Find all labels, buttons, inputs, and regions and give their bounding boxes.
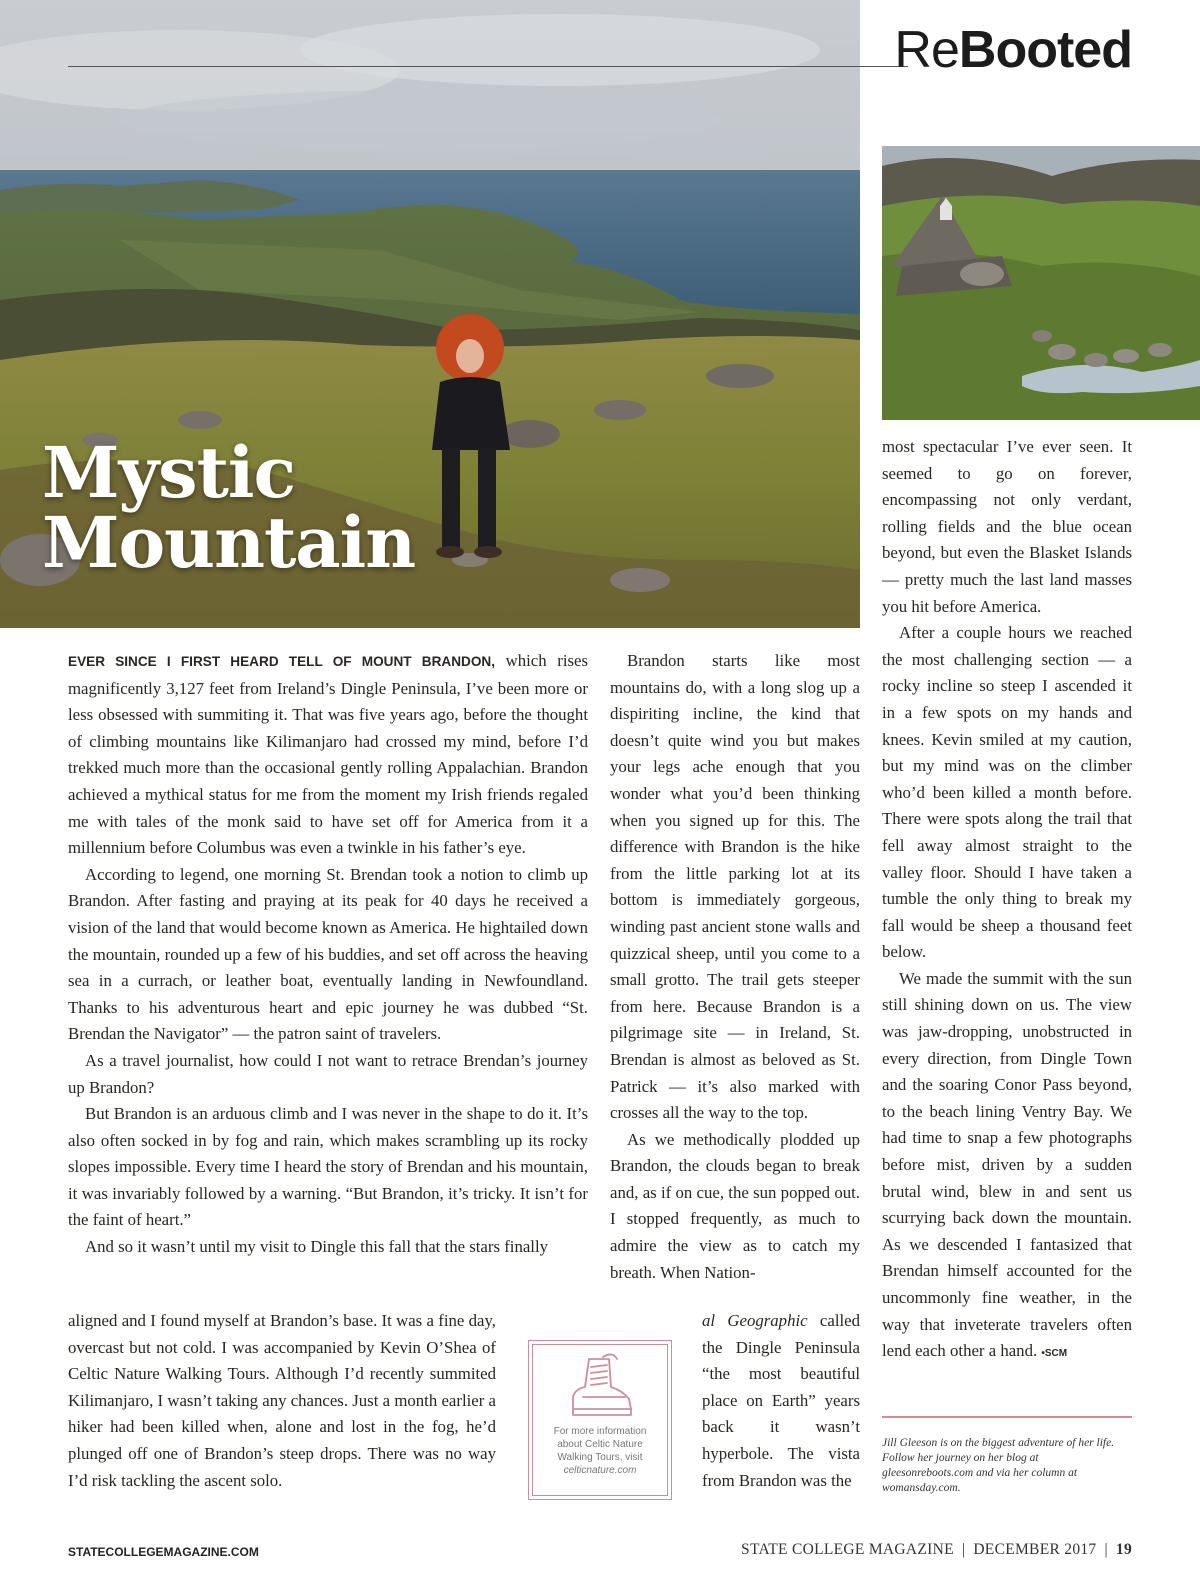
paragraph-8: After a couple hours we reached the most challenging section — a rocky incline so steep I ascended it in a few spots on my hands and knees. Kevin smiled at my caution, but my mind was on the climber who’d been killed a month before. There were spots along the trail that fell away almost straight to the valley floor. Should I have taken a tumble the only thing to break my fall would be sheep a thousand feet below. [882,623,1132,962]
column-1 [68,648,588,1261]
column-2-continued [702,1308,860,1494]
end-mark: •SCM [1041,1348,1068,1360]
footer-issue: DECEMBER 2017 [973,1541,1097,1558]
column-3 [882,434,1132,1368]
lead-in: EVER SINCE I FIRST HEARD TELL OF MOUNT BRANDON, [68,654,496,669]
author-bio: Jill Gleeson is on the biggest adventure of her life. Follow her journey on her blog at gleesonreboots.com and via her column at womansday.com. [882,1437,1115,1494]
paragraph-7-start: As we methodically plodded up Brandon, the clouds began to break and, as if on cue, the sun popped out. I stopped frequently, as much to admire the view as to catch my breath. When Nation- [610,1129,860,1282]
article-title [42,431,416,584]
paragraph-7-continued [702,1308,860,1494]
brand-bold: Booted [958,21,1132,79]
column-2 [610,648,860,1286]
sidebar-info [533,1425,667,1477]
hiking-boot-icon [565,1353,635,1421]
paragraph-2: According to legend, one morning St. Brendan took a notion to climb up Brandon. After fasting and praying at its peak for 40 days he received a vision of the land that would become known as America. He hightailed down the mountain, rounded up a few of his buddies, and set off across the heaving sea in a currach, or leather boat, eventually landing in Newfoundland. Thanks to his adventurous heart and epic journey he was dubbed “St. Brendan the Navigator” — the patron saint of travelers. [68,864,588,1044]
page-number: 19 [1115,1541,1132,1558]
paragraph-7-end: most spectacular I’ve ever seen. It seemed to go on forever, encompassing not only verdant, rolling fields and the blue ocean beyond, but even the Blasket Islands — pretty much the last land masses you hit before America. [882,437,1132,616]
title-line-2: Mountain [42,501,416,584]
sidebar-info-text: For more information about Celtic Nature Walking Tours, visit [553,1426,647,1463]
footer-site[interactable]: STATECOLLEGEMAGAZINE.COM [68,1545,259,1559]
brand-light: Re [894,21,959,79]
column-1-continued [68,1308,496,1494]
paragraph-4: But Brandon is an arduous climb and I was never in the shape to do it. It’s also often socked in by fog and rain, which makes scrambling up its rocky slopes impossible. Every time I heard the story of Brendan and his mountain, it was invariably followed by a warning. “But Brandon, it’s tricky. It isn’t for the faint of heart.” [68,1104,588,1230]
publication-name: al Geographic [702,1311,808,1330]
paragraph-5-start: And so it wasn’t until my visit to Dingle this fall that the stars finally [85,1237,549,1257]
header-rule [68,66,908,67]
footer-separator: | [961,1541,966,1558]
footer-folio [741,1541,1132,1559]
title-line-1: Mystic [42,431,296,514]
paragraph-6: Brandon starts like most mountains do, with a long slog up a dispiriting incline, the kind that doesn’t quite wind you but makes your legs ache enough that you wonder what you’d been thinking when you signed up for this. The difference with Brandon is the hike from the little parking lot at its bottom is immediately gorgeous, winding past ancient stone walls and quizzical sheep, until you come to a small grotto. The trail gets steeper from here. Because Brandon is a pilgrimage site — in Ireland, St. Brendan is almost as beloved as St. Patrick — it’s also marked with crosses all the way to the top. [610,651,860,1123]
section-brand [894,20,1132,80]
bio-divider [882,1416,1132,1418]
grotto-landscape [882,146,1200,420]
paragraph-9-text: We made the summit with the sun still shining down on us. The view was jaw-dropping, unobstructed in every direction, from Dingle Town and the soaring Conor Pass beyond, to the beach lining Ventry Bay. We had time to snap a few photographs before mist, driven by a sudden brutal wind, blew in and sent us scurrying back down the mountain. As we descended I fantasized that Brendan himself accounted for the uncommonly fine weather, in the way that inveterate travelers often lend each other a hand. [882,968,1132,1361]
footer-separator-2: | [1104,1541,1108,1558]
paragraph-3: As a travel journalist, how could I not want to retrace Brendan’s journey up Brandon? [68,1050,588,1097]
side-photo [882,146,1200,420]
footer-magazine: STATE COLLEGE MAGAZINE [741,1541,954,1558]
paragraph-7-continued-text: called the Dingle Peninsula “the most beautiful place on Earth” years back it wasn’t hyperbole. The vista from Brandon was the [702,1311,860,1490]
paragraph-1 [68,648,588,862]
info-sidebar [532,1344,668,1496]
sidebar-url[interactable]: celticnature.com [563,1465,637,1476]
paragraph-5-continued: aligned and I found myself at Brandon’s base. It was a fine day, overcast but not cold. I was accompanied by Kevin O’Shea of Celtic Nature Walking Tours. Although I’d recently summited Kilimanjaro, I wasn’t taking any chances. Just a month earlier a hiker had been killed when, alone and lost in the fog, he’d plunged off one of Brandon’s steep drops. There was no way I’d risk tackling the ascent solo. [68,1311,496,1490]
paragraph-1-text: which rises magnificently 3,127 feet from Ireland’s Dingle Peninsula, I’ve been more or less obsessed with summiting it. That was five years ago, before the thought of climbing mountains like Kilimanjaro had crossed my mind, before I’d trekked much more than the occasional gently rolling Appalachian. Brandon achieved a mythical status for me from the moment my Irish friends regaled me with tales of the monk said to have set off for America from it a millennium before Columbus was even a twinkle in his father’s eye. [68,651,588,858]
paragraph-9 [882,966,1132,1368]
